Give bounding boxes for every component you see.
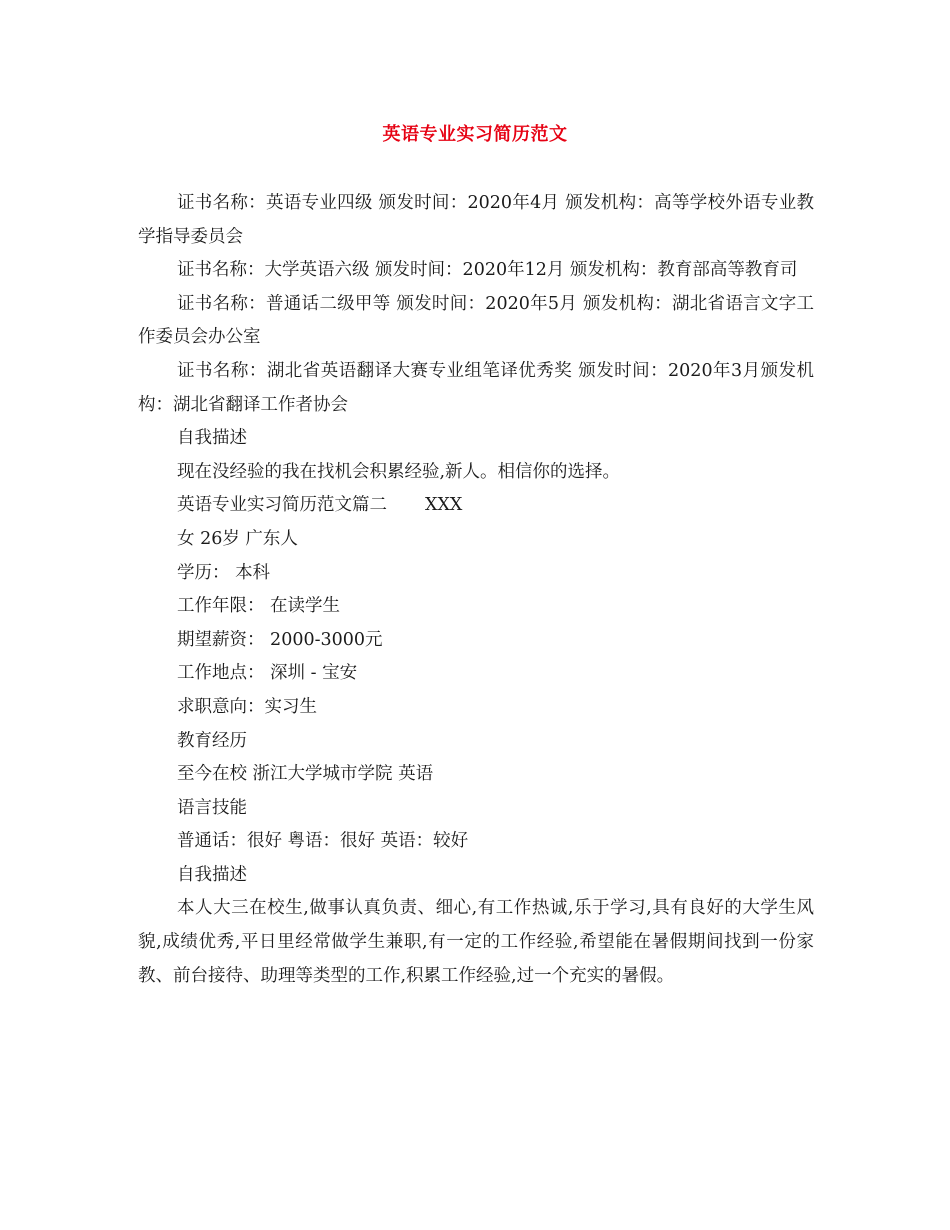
resume-two-heading-line [138, 489, 814, 523]
section-heading-self-description: 自我描述 [177, 428, 247, 449]
certificate-line: 证书名称：普通话二级甲等 颁发时间：2020年5月 颁发机构：湖北省语言文字工作委员会办公室 [138, 293, 814, 348]
document-body [138, 187, 814, 993]
certificate-line: 证书名称：英语专业四级 颁发时间：2020年4月 颁发机构：高等学校外语专业教学指导委员会 [138, 193, 814, 247]
education-entry: 至今在校 浙江大学城市学院 英语 [177, 764, 434, 785]
certificate-line: 证书名称：湖北省英语翻译大赛专业组笔译优秀奖 颁发时间：2020年3月颁发机构：湖北省翻译工作者协会 [138, 360, 814, 415]
language-skills-text: 普通话：很好 粤语：很好 英语：较好 [177, 831, 469, 852]
work-years-line: 工作年限： 在读学生 [177, 596, 341, 617]
section-heading-language-skills: 语言技能 [177, 797, 247, 818]
expected-salary-line: 期望薪资： 2000-3000元 [177, 629, 383, 650]
work-location-line: 工作地点： 深圳 - 宝安 [177, 663, 358, 684]
document-title: 英语专业实习简历范文 [382, 124, 568, 145]
self-description-text: 本人大三在校生,做事认真负责、细心,有工作热诚,乐于学习,具有良好的大学生风貌,成绩优秀,平日里经常做学生兼职,有一定的工作经验,希望能在暑假期间找到一份家教、前台接待、助理等类型的工作,积累工作经验,过一个充实的暑假。 [138, 898, 814, 986]
section-heading-education: 教育经历 [177, 730, 247, 751]
job-intention-line: 求职意向：实习生 [177, 696, 317, 717]
education-level-line: 学历： 本科 [177, 562, 271, 583]
candidate-name: XXX [425, 495, 463, 516]
certificate-line: 证书名称：大学英语六级 颁发时间：2020年12月 颁发机构：教育部高等教育司 [177, 260, 798, 281]
personal-info-line: 女 26岁 广东人 [177, 528, 298, 549]
section-heading-self-description: 自我描述 [177, 864, 247, 885]
resume-two-heading: 英语专业实习简历范文篇二 [177, 495, 387, 516]
self-description-text: 现在没经验的我在找机会积累经验,新人。相信你的选择。 [177, 461, 621, 482]
